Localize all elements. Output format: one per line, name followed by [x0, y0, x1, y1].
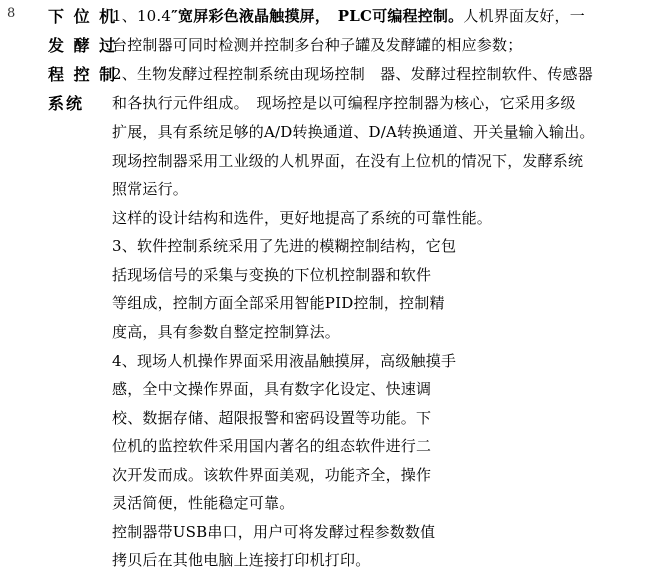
text-line-14: 感，全中文操作界面，具有数字化设定、快速调 — [112, 380, 432, 398]
text-line-15: 校、数据存储、超限报警和密码设置等功能。下 — [112, 409, 432, 427]
text-line-2: 台控制器可同时检测并控制多台种子罐及发酵罐的相应参数； — [112, 36, 523, 54]
text-line-11: 等组成，控制方面全部采用智能PID控制，控制精 — [112, 294, 445, 312]
row-number: 8 — [7, 6, 16, 21]
text-line-8: 这样的设计结构和选件，更好地提高了系统的可靠性能。 — [112, 209, 493, 227]
text-line-3: 2、生物发酵过程控制系统由现场控制 器、发酵过程控制软件、传感器 — [112, 65, 593, 83]
text-line-7: 照常运行。 — [112, 180, 189, 198]
label-line-3: 程 控 制 — [48, 65, 118, 84]
text-line-6: 现场控制器采用工业级的人机界面，在没有上位机的情况下，发酵系统 — [112, 152, 584, 170]
label-line-4: 系统 — [48, 94, 85, 113]
text-line-10: 括现场信号的采集与变换的下位机控制器和软件 — [112, 266, 432, 284]
text-line-12: 度高，具有参数自整定控制算法。 — [112, 323, 341, 341]
text-line-16: 位机的监控软件采用国内著名的组态软件进行二 — [112, 437, 432, 455]
first-line-part-1: 1、10.4 — [112, 7, 172, 25]
first-line-part-2-bold: ″宽屏彩色液晶触摸屏， PLC可编程控制。 — [171, 7, 464, 25]
text-line-18: 灵活简便，性能稳定可靠。 — [112, 494, 295, 512]
text-line-4: 和各执行元件组成。 现场控是以可编程序控制器为核心，它采用多级 — [112, 94, 576, 112]
text-line-19: 控制器带USB串口，用户可将发酵过程参数数值 — [112, 523, 436, 541]
text-line-5: 扩展，具有系统足够的A/D转换通道、D/A转换通道、开关量输入输出。 — [112, 123, 595, 141]
first-line-part-3: 人机界面友好，一 — [463, 7, 585, 25]
label-line-1: 下 位 机 — [48, 7, 118, 26]
label-line-2: 发 酵 过 — [48, 36, 118, 55]
first-text-line — [112, 5, 585, 26]
text-line-13: 4、现场人机操作界面采用液晶触摸屏，高级触摸手 — [112, 352, 457, 370]
text-line-20: 拷贝后在其他电脑上连接打印机打印。 — [112, 551, 371, 569]
text-line-17: 次开发而成。该软件界面美观，功能齐全，操作 — [112, 466, 432, 484]
text-line-9: 3、软件控制系统采用了先进的模糊控制结构，它包 — [112, 237, 457, 255]
